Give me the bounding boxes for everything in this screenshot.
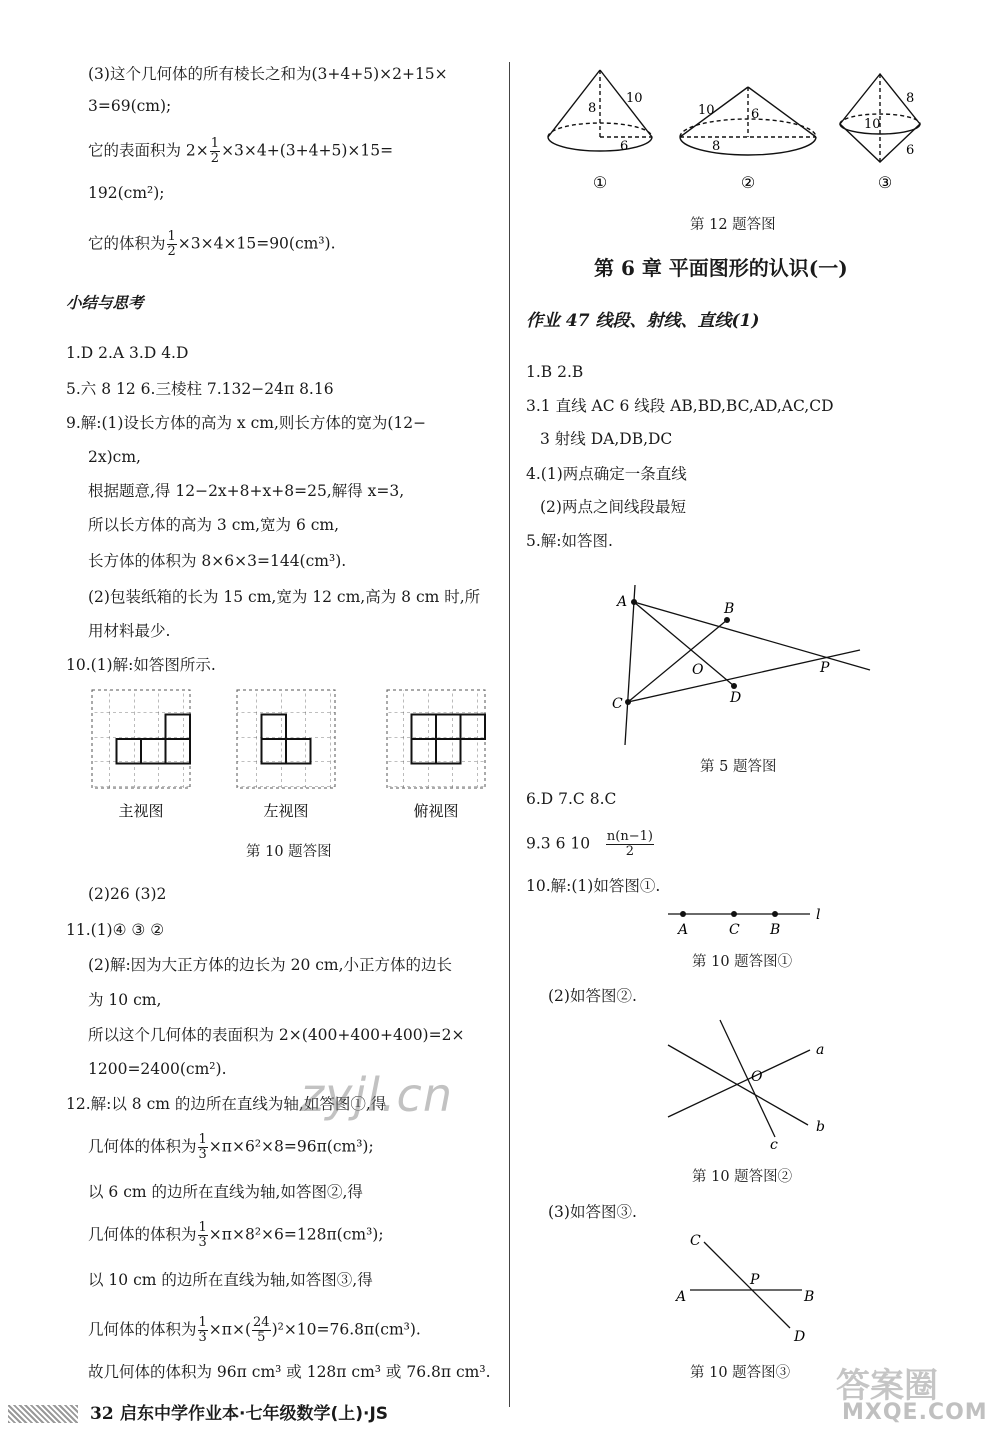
cone1-height-label: 8 (588, 101, 597, 116)
q12-line5: 以 10 cm 的边所在直线为轴,如答图③,得 (88, 1271, 373, 1289)
fig5-point-o: O (692, 662, 704, 678)
q9-line7: 用材料最少. (88, 622, 171, 640)
fig10-3-caption: 第 10 题答图③ (690, 1365, 791, 1381)
fig5-diagram (600, 580, 890, 750)
half-fraction: $\frac{1}{2}$ (210, 136, 220, 166)
corner-watermark-logo: 答案圈 (836, 1366, 938, 1406)
chapter-title: 第 6 章 平面图形的认识(一) (594, 256, 848, 280)
q11-line2: (2)解:因为大正方体的边长为 20 cm,小正方体的边长 (88, 956, 453, 974)
cone1-number: ① (592, 173, 608, 192)
q12-line1: 12.解:以 8 cm 的边所在直线为轴,如答图①,得 (66, 1095, 387, 1113)
hw47-q10-line1: 10.解:(1)如答图①. (526, 877, 661, 895)
fig10-3-point-c: C (690, 1233, 701, 1249)
fig10-1-point-a: A (678, 922, 689, 938)
homework-title: 作业 47 线段、射线、直线(1) (526, 311, 760, 331)
q10-line1: 10.(1)解:如答图所示. (66, 656, 216, 674)
fig12-caption: 第 12 题答图 (690, 217, 776, 233)
footer-pattern (8, 1405, 78, 1423)
fig10-2-line-a: a (816, 1042, 825, 1058)
q10-answers: (2)26 (3)2 (88, 885, 167, 903)
third-fraction-1: $\frac{1}{3}$ (198, 1132, 207, 1162)
q9-line1: 9.解:(1)设长方体的高为 x cm,则长方体的宽为(12− (66, 414, 427, 432)
hw47-q9-line: 9.3 6 10 $\frac{n(n-1)}{2}$ (526, 829, 653, 859)
hw47-q3-line1: 3.1 直线 AC 6 线段 AB,BD,BC,AD,AC,CD (526, 397, 834, 415)
fig10-3-diagram (670, 1228, 840, 1353)
hw47-q10-line3: (3)如答图③. (548, 1203, 637, 1221)
fig5-point-a: A (617, 594, 628, 610)
q9-line6: (2)包装纸箱的长为 15 cm,宽为 12 cm,高为 8 cm 时,所 (88, 588, 481, 606)
q12-line3: 以 6 cm 的边所在直线为轴,如答图②,得 (88, 1183, 363, 1201)
fig5-point-c: C (612, 696, 623, 712)
summary-answers-1-4: 1.D 2.A 3.D 4.D (66, 344, 189, 362)
fig5-point-p: P (820, 660, 830, 676)
fig10-1-line-l: l (816, 907, 821, 923)
cone3-hypotenuse-label: 10 (864, 117, 881, 132)
fig5-point-b: B (724, 601, 735, 617)
third-fraction-2: $\frac{1}{3}$ (198, 1220, 207, 1250)
fig10-1-point-c: C (729, 922, 740, 938)
cone3-leg2-label: 6 (906, 143, 915, 158)
summary-heading: 小结与思考 (66, 293, 144, 312)
fig10-1-diagram (660, 902, 840, 942)
fig10-1-caption: 第 10 题答图① (692, 954, 793, 970)
cone1-slant-label: 10 (626, 91, 643, 106)
hw47-q3-line2: 3 射线 DA,DB,DC (540, 430, 673, 448)
q3-edge-sum-line1: (3)这个几何体的所有棱长之和为(3+4+5)×2+15× (88, 65, 448, 83)
hw47-answers-1-2: 1.B 2.B (526, 363, 584, 381)
q3-edge-sum-line2: 3=69(cm); (88, 97, 172, 115)
hw47-answers-6-8: 6.D 7.C 8.C (526, 790, 617, 808)
cone1-radius-label: 6 (620, 139, 629, 154)
cone2-radius-label: 8 (712, 139, 721, 154)
fig10-caption: 第 10 题答图 (246, 844, 332, 860)
cone3-number: ③ (877, 173, 893, 192)
fig10-2-line-c: c (770, 1137, 778, 1153)
fig10-3-point-d: D (794, 1329, 806, 1345)
cone2-slant-label: 10 (698, 103, 715, 118)
hw47-q4-line1: 4.(1)两点确定一条直线 (526, 465, 687, 483)
q11-line1: 11.(1)④ ③ ② (66, 921, 165, 939)
fig10-3-point-a: A (676, 1289, 687, 1305)
q12-line6: 几何体的体积为 $\frac{1}{3}$ ×π×( $\frac{24}{5}$ )²×10=76.8π(cm³). (88, 1315, 421, 1345)
q3-surface-area-line1: 它的表面积为 2× $\frac{1}{2}$ ×3×4+(3+4+5)×15= (88, 136, 394, 166)
cone2-height-label: 6 (751, 107, 760, 122)
three-views-figure (85, 688, 495, 828)
cone2-number: ② (740, 173, 756, 192)
book-title: 启东中学作业本·七年级数学(上)·JS (120, 1404, 389, 1424)
hw47-q4-line2: (2)两点之间线段最短 (540, 498, 686, 516)
cone3-leg-label: 8 (906, 91, 915, 106)
summary-answers-5-8: 5.六 8 12 6.三棱柱 7.132−24π 8.16 (66, 380, 334, 398)
column-divider (509, 62, 510, 1407)
fig10-2-diagram (660, 1015, 840, 1155)
q12-line4: 几何体的体积为 $\frac{1}{3}$ ×π×8²×6=128π(cm³); (88, 1220, 384, 1250)
half-fraction-2: $\frac{1}{2}$ (167, 229, 176, 259)
q11-line4: 所以这个几何体的表面积为 2×(400+400+400)=2× (88, 1026, 465, 1044)
corner-watermark-url: MXQE.COM (842, 1400, 988, 1425)
third-fraction-3: $\frac{1}{3}$ (198, 1315, 207, 1345)
fraction-24-5: $\frac{24}{5}$ (253, 1315, 270, 1345)
q3-volume-line: 它的体积为 $\frac{1}{2}$ ×3×4×15=90(cm³). (88, 229, 336, 259)
fig10-3-point-p: P (750, 1272, 760, 1288)
fig10-2-point-o: O (751, 1069, 763, 1085)
q9-line5: 长方体的体积为 8×6×3=144(cm³). (88, 552, 347, 570)
q11-line5: 1200=2400(cm²). (88, 1060, 227, 1078)
n-formula-fraction: $\frac{n(n-1)}{2}$ (606, 829, 653, 859)
fig5-point-d: D (730, 690, 742, 706)
fig10-2-line-b: b (816, 1119, 825, 1135)
fig10-2-caption: 第 10 题答图② (692, 1169, 793, 1185)
fig10-1-point-b: B (770, 922, 781, 938)
fig5-caption: 第 5 题答图 (700, 759, 777, 775)
cones-figure (540, 62, 940, 202)
q9-line4: 所以长方体的高为 3 cm,宽为 6 cm, (88, 516, 340, 534)
page-number: 32 (90, 1404, 114, 1424)
q9-line3: 根据题意,得 12−2x+8+x+8=25,解得 x=3, (88, 482, 405, 500)
front-view-label: 主视图 (118, 802, 164, 820)
q3-surface-area-line2: 192(cm²); (88, 184, 165, 202)
q12-line2: 几何体的体积为 $\frac{1}{3}$ ×π×6²×8=96π(cm³); (88, 1132, 374, 1162)
hw47-q5-line: 5.解:如答图. (526, 532, 613, 550)
site-watermark: zyjl.cn (300, 1068, 453, 1122)
q12-line7: 故几何体的体积为 96π cm³ 或 128π cm³ 或 76.8π cm³. (88, 1363, 491, 1381)
top-view-label: 俯视图 (413, 802, 459, 820)
q11-line3: 为 10 cm, (88, 991, 162, 1009)
fig10-3-point-b: B (804, 1289, 815, 1305)
q9-line2: 2x)cm, (88, 448, 141, 466)
left-view-label: 左视图 (263, 802, 309, 820)
hw47-q10-line2: (2)如答图②. (548, 987, 637, 1005)
